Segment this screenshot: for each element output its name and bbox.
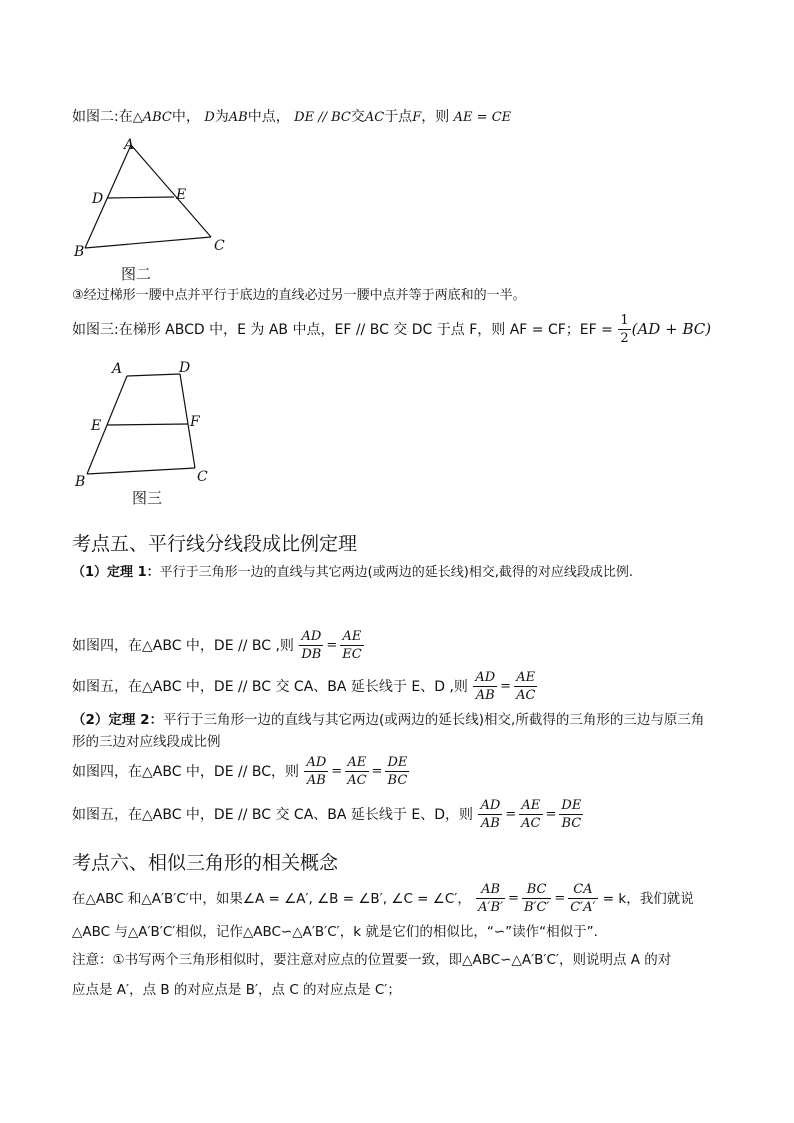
figure-2-caption: 图二 bbox=[121, 265, 152, 283]
label-a: A bbox=[124, 137, 135, 153]
label-d: D bbox=[179, 360, 191, 376]
figure-3-caption: 图三 bbox=[132, 489, 163, 507]
segment-ef bbox=[107, 424, 188, 425]
label-c: C bbox=[214, 238, 225, 254]
segment-de bbox=[107, 197, 174, 198]
figure-2-triangle bbox=[70, 136, 240, 266]
note-line-2: 应点是 A′，点 B 的对应点是 B′，点 C 的对应点是 C′； bbox=[72, 982, 401, 998]
label-f: F bbox=[190, 414, 200, 430]
label-e: E bbox=[176, 187, 187, 203]
theorem-5-2-cont: 形的三边对应线段成比例 bbox=[72, 734, 221, 750]
label-e: E bbox=[91, 418, 102, 434]
side-bc bbox=[85, 237, 211, 248]
similarity-definition: 在△ABC 和△A′B′C′中，如果∠A = ∠A′, ∠B = ∠B′, ∠C = ∠C′， $\frac{AB}{A'B'}$ = $\frac{BC}{B'C'}$ = $\frac{CA}{C'A'}$ = k，我们就说 bbox=[72, 882, 694, 915]
heading-kaodian-6: 考点六、相似三角形的相关概念 bbox=[72, 852, 339, 874]
theorem-5-2: （2）定理 2：平行于三角形一边的直线与其它两边(或两边的延长线)相交,所截得的三角形的三边与原三角 bbox=[72, 712, 705, 728]
label-d: D bbox=[92, 191, 104, 207]
label-b: B bbox=[74, 244, 85, 260]
half-fraction: $\frac{1}{2}$ bbox=[620, 313, 629, 346]
theorem-3: ③经过梯形一腰中点并平行于底边的直线必过另一腰中点并等于两底和的一半。 bbox=[72, 288, 526, 303]
heading-kaodian-5: 考点五、平行线分线段成比例定理 bbox=[72, 533, 358, 555]
fig2-statement: 如图二:在△ABC中， D为AB中点， DE // BC交AC于点F，则 AE = CE bbox=[72, 109, 512, 125]
side-ac bbox=[131, 145, 211, 237]
fig4-proportion-2: 如图四，在△ABC 中，DE // BC，则 $\frac{AD}{AB}$ = $\frac{AE}{AC}$ = $\frac{DE}{BC}$ bbox=[72, 755, 408, 788]
label-c: C bbox=[197, 469, 208, 485]
figure-3-trapezoid bbox=[70, 356, 230, 491]
side-bc bbox=[87, 468, 195, 474]
label-b: B bbox=[75, 474, 86, 490]
note-line-1: 注意：①书写两个三角形相似时，要注意对应点的位置要一致，即△ABC∽△A′B′C′，则说明点 A 的对 bbox=[72, 952, 672, 968]
fig4-proportion-1: 如图四，在△ABC 中，DE // BC ,则 $\frac{AD}{DB}$ = $\frac{AE}{EC}$ bbox=[72, 629, 362, 662]
side-ad bbox=[127, 374, 180, 376]
theorem-5-1: （1）定理 1：平行于三角形一边的直线与其它两边(或两边的延长线)相交,截得的对应线段成比例. bbox=[72, 565, 634, 580]
fig3-statement: 如图三:在梯形 ABCD 中，E 为 AB 中点，EF // BC 交 DC 于点 F，则 AF = CF；EF = $\frac{1}{2}$ (AD + BC) bbox=[72, 313, 712, 346]
label-a: A bbox=[112, 361, 123, 377]
fig5-proportion-1: 如图五，在△ABC 中，DE // BC 交 CA、BA 延长线于 E、D ,则 $\frac{AD}{AB}$ = $\frac{AE}{AC}$ bbox=[72, 670, 536, 703]
similarity-definition-cont: △ABC 与△A′B′C′相似，记作△ABC∽△A′B′C′，k 就是它们的相似比，“∽”读作“相似于”. bbox=[72, 924, 598, 940]
fig5-proportion-2: 如图五，在△ABC 中，DE // BC 交 CA、BA 延长线于 E、D，则 $\frac{AD}{AB}$ = $\frac{AE}{AC}$ = $\frac{DE}{BC}$ bbox=[72, 798, 582, 831]
